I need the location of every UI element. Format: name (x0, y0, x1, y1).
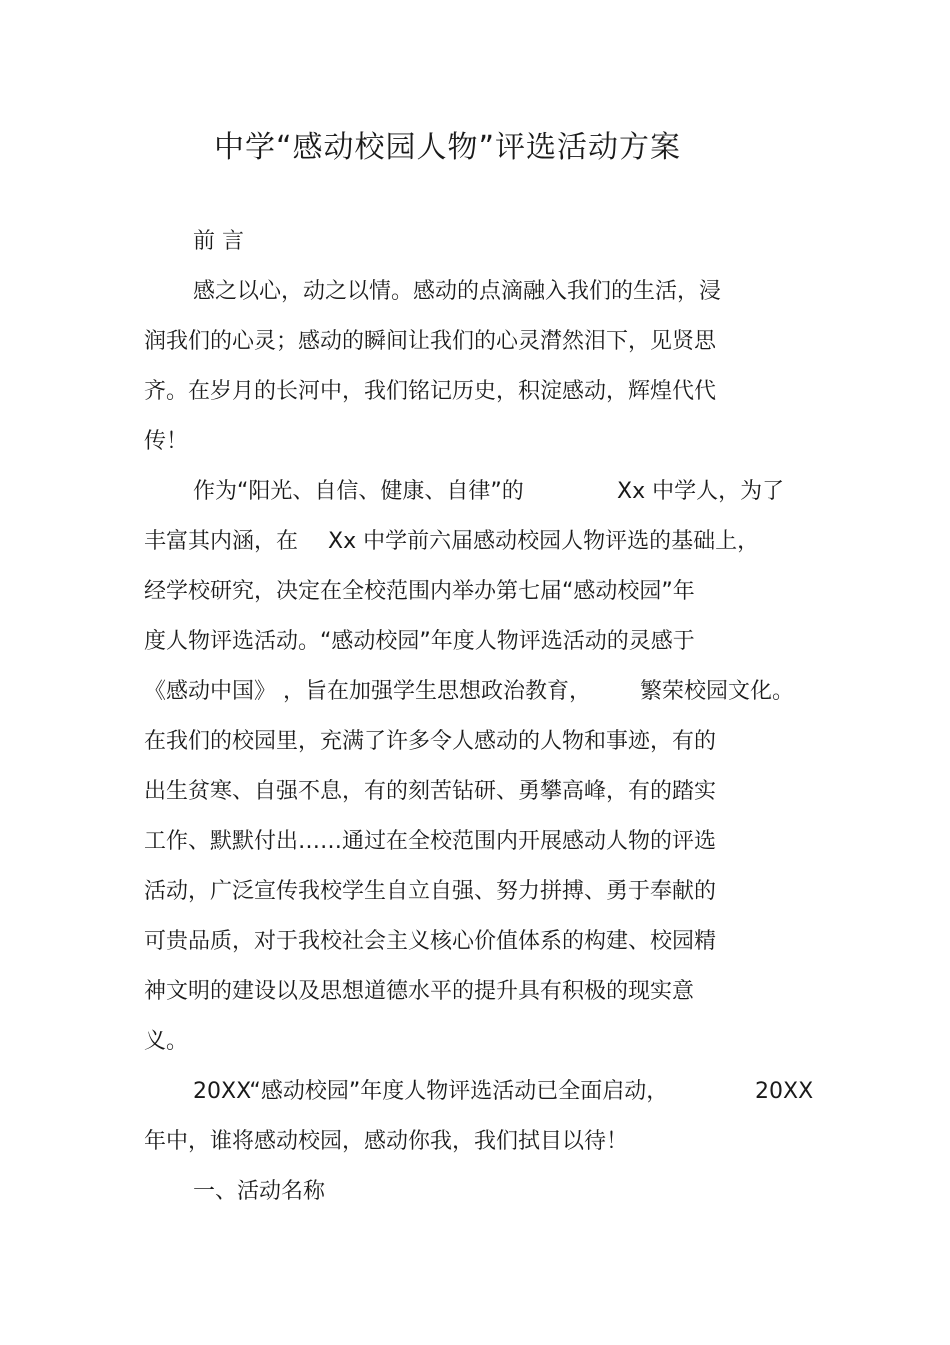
paragraph-line: 丰富其内涵，在 (144, 529, 299, 554)
paragraph-line: 经学校研究，决定在全校范围内举办第七届“感动校园”年 (144, 579, 695, 604)
paragraph-line: 在我们的校园里，充满了许多令人感动的人物和事迹，有的 (144, 729, 717, 754)
paragraph-line: 20XX (755, 1079, 814, 1104)
paragraph-line: 繁荣校园文化。 (640, 679, 795, 704)
paragraph-line: 传！ (144, 429, 189, 454)
paragraph-line: 神文明的建设以及思想道德水平的提升具有积极的现实意 (144, 979, 695, 1004)
paragraph-line: 义。 (144, 1029, 189, 1054)
document-title: 中学“感动校园人物”评选活动方案 (213, 130, 682, 165)
paragraph-line: 度人物评选活动。“感动校园”年度人物评选活动的灵感于 (144, 629, 695, 654)
paragraph-line: 润我们的心灵；感动的瞬间让我们的心灵潸然泪下，见贤思 (144, 329, 717, 354)
paragraph-line: 作为“阳光、自信、健康、自律”的 (193, 479, 524, 504)
paragraph-line: Xx 中学人，为了 (617, 479, 785, 504)
paragraph-line: 出生贫寒、自强不息，有的刻苦钻研、勇攀高峰，有的踏实 (144, 779, 717, 804)
preface-heading: 前 言 (193, 229, 244, 254)
paragraph-line: 工作、默默付出……通过在全校范围内开展感动人物的评选 (144, 829, 717, 854)
section-heading-activity-name: 一、活动名称 (193, 1179, 326, 1204)
paragraph-line: 感之以心，动之以情。感动的点滴融入我们的生活，浸 (193, 279, 722, 304)
paragraph-line: 年中，谁将感动校园，感动你我，我们拭目以待！ (144, 1129, 629, 1154)
paragraph-line: 20XX“感动校园”年度人物评选活动已全面启动， (193, 1079, 669, 1104)
paragraph-line: 《感动中国》 ，旨在加强学生思想政治教育， (144, 679, 591, 704)
paragraph-line: 齐。在岁月的长河中，我们铭记历史，积淀感动，辉煌代代 (144, 379, 717, 404)
paragraph-line: Xx 中学前六届感动校园人物评选的基础上， (328, 529, 760, 554)
paragraph-line: 活动，广泛宣传我校学生自立自强、努力拼搏、勇于奉献的 (144, 879, 717, 904)
paragraph-line: 可贵品质，对于我校社会主义核心价值体系的构建、校园精 (144, 929, 717, 954)
